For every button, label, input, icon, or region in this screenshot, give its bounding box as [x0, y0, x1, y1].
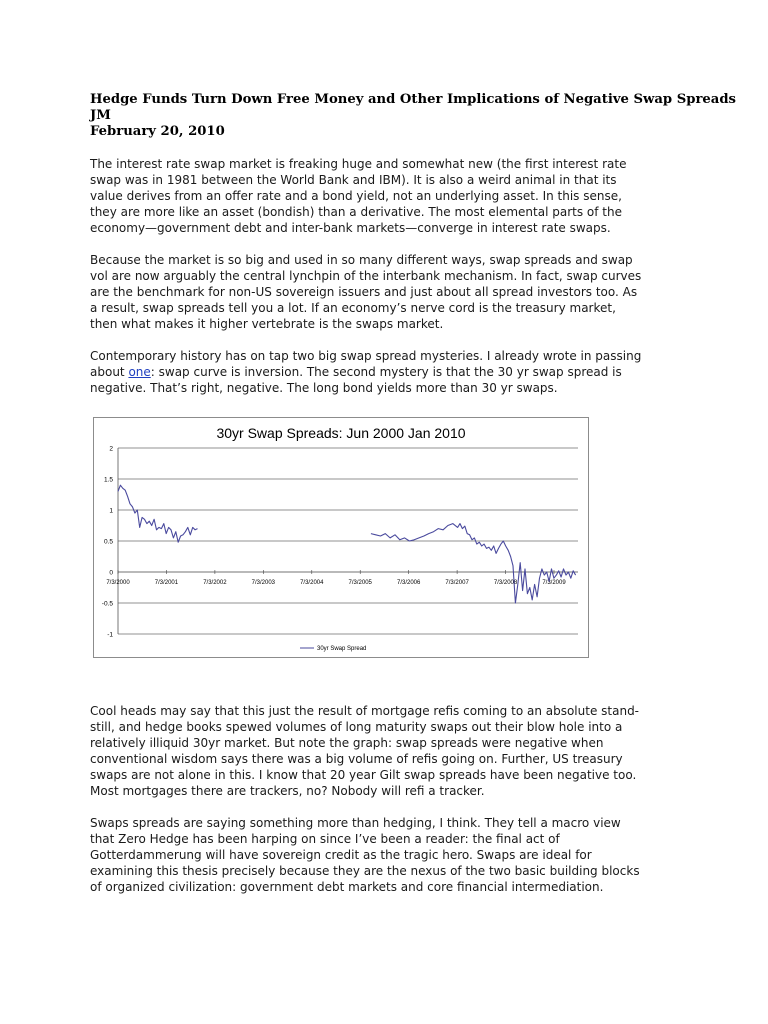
paragraph-line: a result, swap spreads tell you a lot. If an economy’s nerve cord is the treasury market, — [90, 301, 616, 315]
paragraph-line: still, and hedge books spewed volumes of long maturity swaps out their blow hole into a — [90, 720, 623, 734]
paragraph-line: vol are now arguably the central lynchpin of the interbank mechanism. In fact, swap curves — [90, 269, 642, 283]
x-tick-label: 7/3/2003 — [251, 580, 276, 586]
paragraph-line: conventional wisdom says there was a big volume of refis going on. Further, US treasury — [90, 752, 623, 766]
paragraph-line: are the benchmark for non-US sovereign issuers and just about all spread investors too. As — [90, 285, 638, 299]
y-tick-label: -0.5 — [101, 600, 113, 608]
paragraph-line: relatively illiquid 30yr market. But note the graph: swap spreads were negative when — [90, 736, 604, 750]
article-date: February 20, 2010 — [90, 124, 225, 139]
swap-spread-chart — [93, 417, 589, 658]
paragraph-line: economy—government debt and inter-bank markets—converge in interest rate swaps. — [90, 221, 611, 235]
x-tick-label: 7/3/2006 — [396, 580, 421, 586]
y-tick-label: 1.5 — [103, 476, 113, 484]
paragraph-line: The interest rate swap market is freaking huge and somewhat new (the first interest rate — [90, 157, 627, 171]
paragraph-line: value derives from an offer rate and a bond yield, not an underlying asset. In this sense, — [90, 189, 622, 203]
y-tick-label: -1 — [107, 631, 113, 639]
paragraph-line: swaps are not alone in this. I know that 20 year Gilt swap spreads have been negative too. — [90, 768, 637, 782]
chart-canvas — [94, 418, 588, 657]
x-tick-label: 7/3/2008 — [493, 580, 518, 586]
paragraph-1 — [90, 156, 690, 236]
y-tick-label: 2 — [109, 445, 113, 453]
paragraph-line: Most mortgages there are trackers, no? Nobody will refi a tracker. — [90, 784, 485, 798]
x-tick-label: 7/3/2009 — [542, 580, 566, 586]
text-before-link: about — [90, 365, 129, 379]
article — [90, 92, 736, 396]
paragraph-line-with-link — [90, 364, 690, 380]
x-tick-label: 7/3/2002 — [203, 580, 227, 586]
x-tick-label: 7/3/2005 — [348, 580, 372, 586]
text-after-link: : swap curve is inversion. The second mystery is that the 30 yr swap spread is — [150, 365, 622, 379]
paragraph-line: they are more like an asset (bondish) than a derivative. The most elemental parts of the — [90, 205, 622, 219]
legend-label: 30yr Swap Spread — [317, 646, 367, 652]
article-continued — [90, 703, 700, 895]
y-tick-label: 0.5 — [103, 538, 113, 546]
chart-title: 30yr Swap Spreads: Jun 2000 Jan 2010 — [216, 425, 466, 441]
paragraph-line: Swaps spreads are saying something more than hedging, I think. They tell a macro view — [90, 816, 621, 830]
paragraph-line: negative. That’s right, negative. The long bond yields more than 30 yr swaps. — [90, 381, 558, 395]
paragraph-2 — [90, 252, 690, 332]
title-block — [90, 92, 736, 140]
paragraph-line: then what makes it higher vertebrate is the swaps market. — [90, 317, 444, 331]
paragraph-line: Gotterdammerung will have sovereign credit as the tragic hero. Swaps are ideal for — [90, 848, 592, 862]
paragraph-line: Because the market is so big and used in so many different ways, swap spreads and swap — [90, 253, 633, 267]
paragraph-line: Cool heads may say that this just the result of mortgage refis coming to an absolute stand- — [90, 704, 640, 718]
series-line-30yr-swap-spread — [371, 524, 576, 603]
y-tick-label: 0 — [109, 569, 113, 577]
article-author: JM — [90, 108, 111, 123]
article-title: Hedge Funds Turn Down Free Money and Other Implications of Negative Swap Spreads — [90, 92, 736, 107]
paragraph-line: of organized civilization: government debt markets and core financial intermediation. — [90, 880, 604, 894]
x-tick-label: 7/3/2000 — [106, 580, 130, 586]
paragraph-line: that Zero Hedge has been harping on since I’ve been a reader: the final act of — [90, 832, 560, 846]
y-tick-label: 1 — [109, 507, 113, 515]
paragraph-line: Contemporary history has on tap two big swap spread mysteries. I already wrote in passing — [90, 349, 642, 363]
paragraph-3 — [90, 348, 690, 396]
paragraph-4 — [90, 703, 700, 799]
paragraph-5 — [90, 815, 700, 895]
x-tick-label: 7/3/2004 — [300, 580, 324, 586]
x-tick-label: 7/3/2007 — [445, 580, 469, 586]
one-link[interactable]: one — [128, 365, 151, 379]
paragraph-line: swap was in 1981 between the World Bank and IBM). It is also a weird animal in that its — [90, 173, 617, 187]
series-line-30yr-swap-spread — [118, 485, 198, 542]
x-tick-label: 7/3/2001 — [154, 580, 179, 586]
paragraph-line: examining this thesis precisely because they are the nexus of the two basic building blocks — [90, 864, 640, 878]
